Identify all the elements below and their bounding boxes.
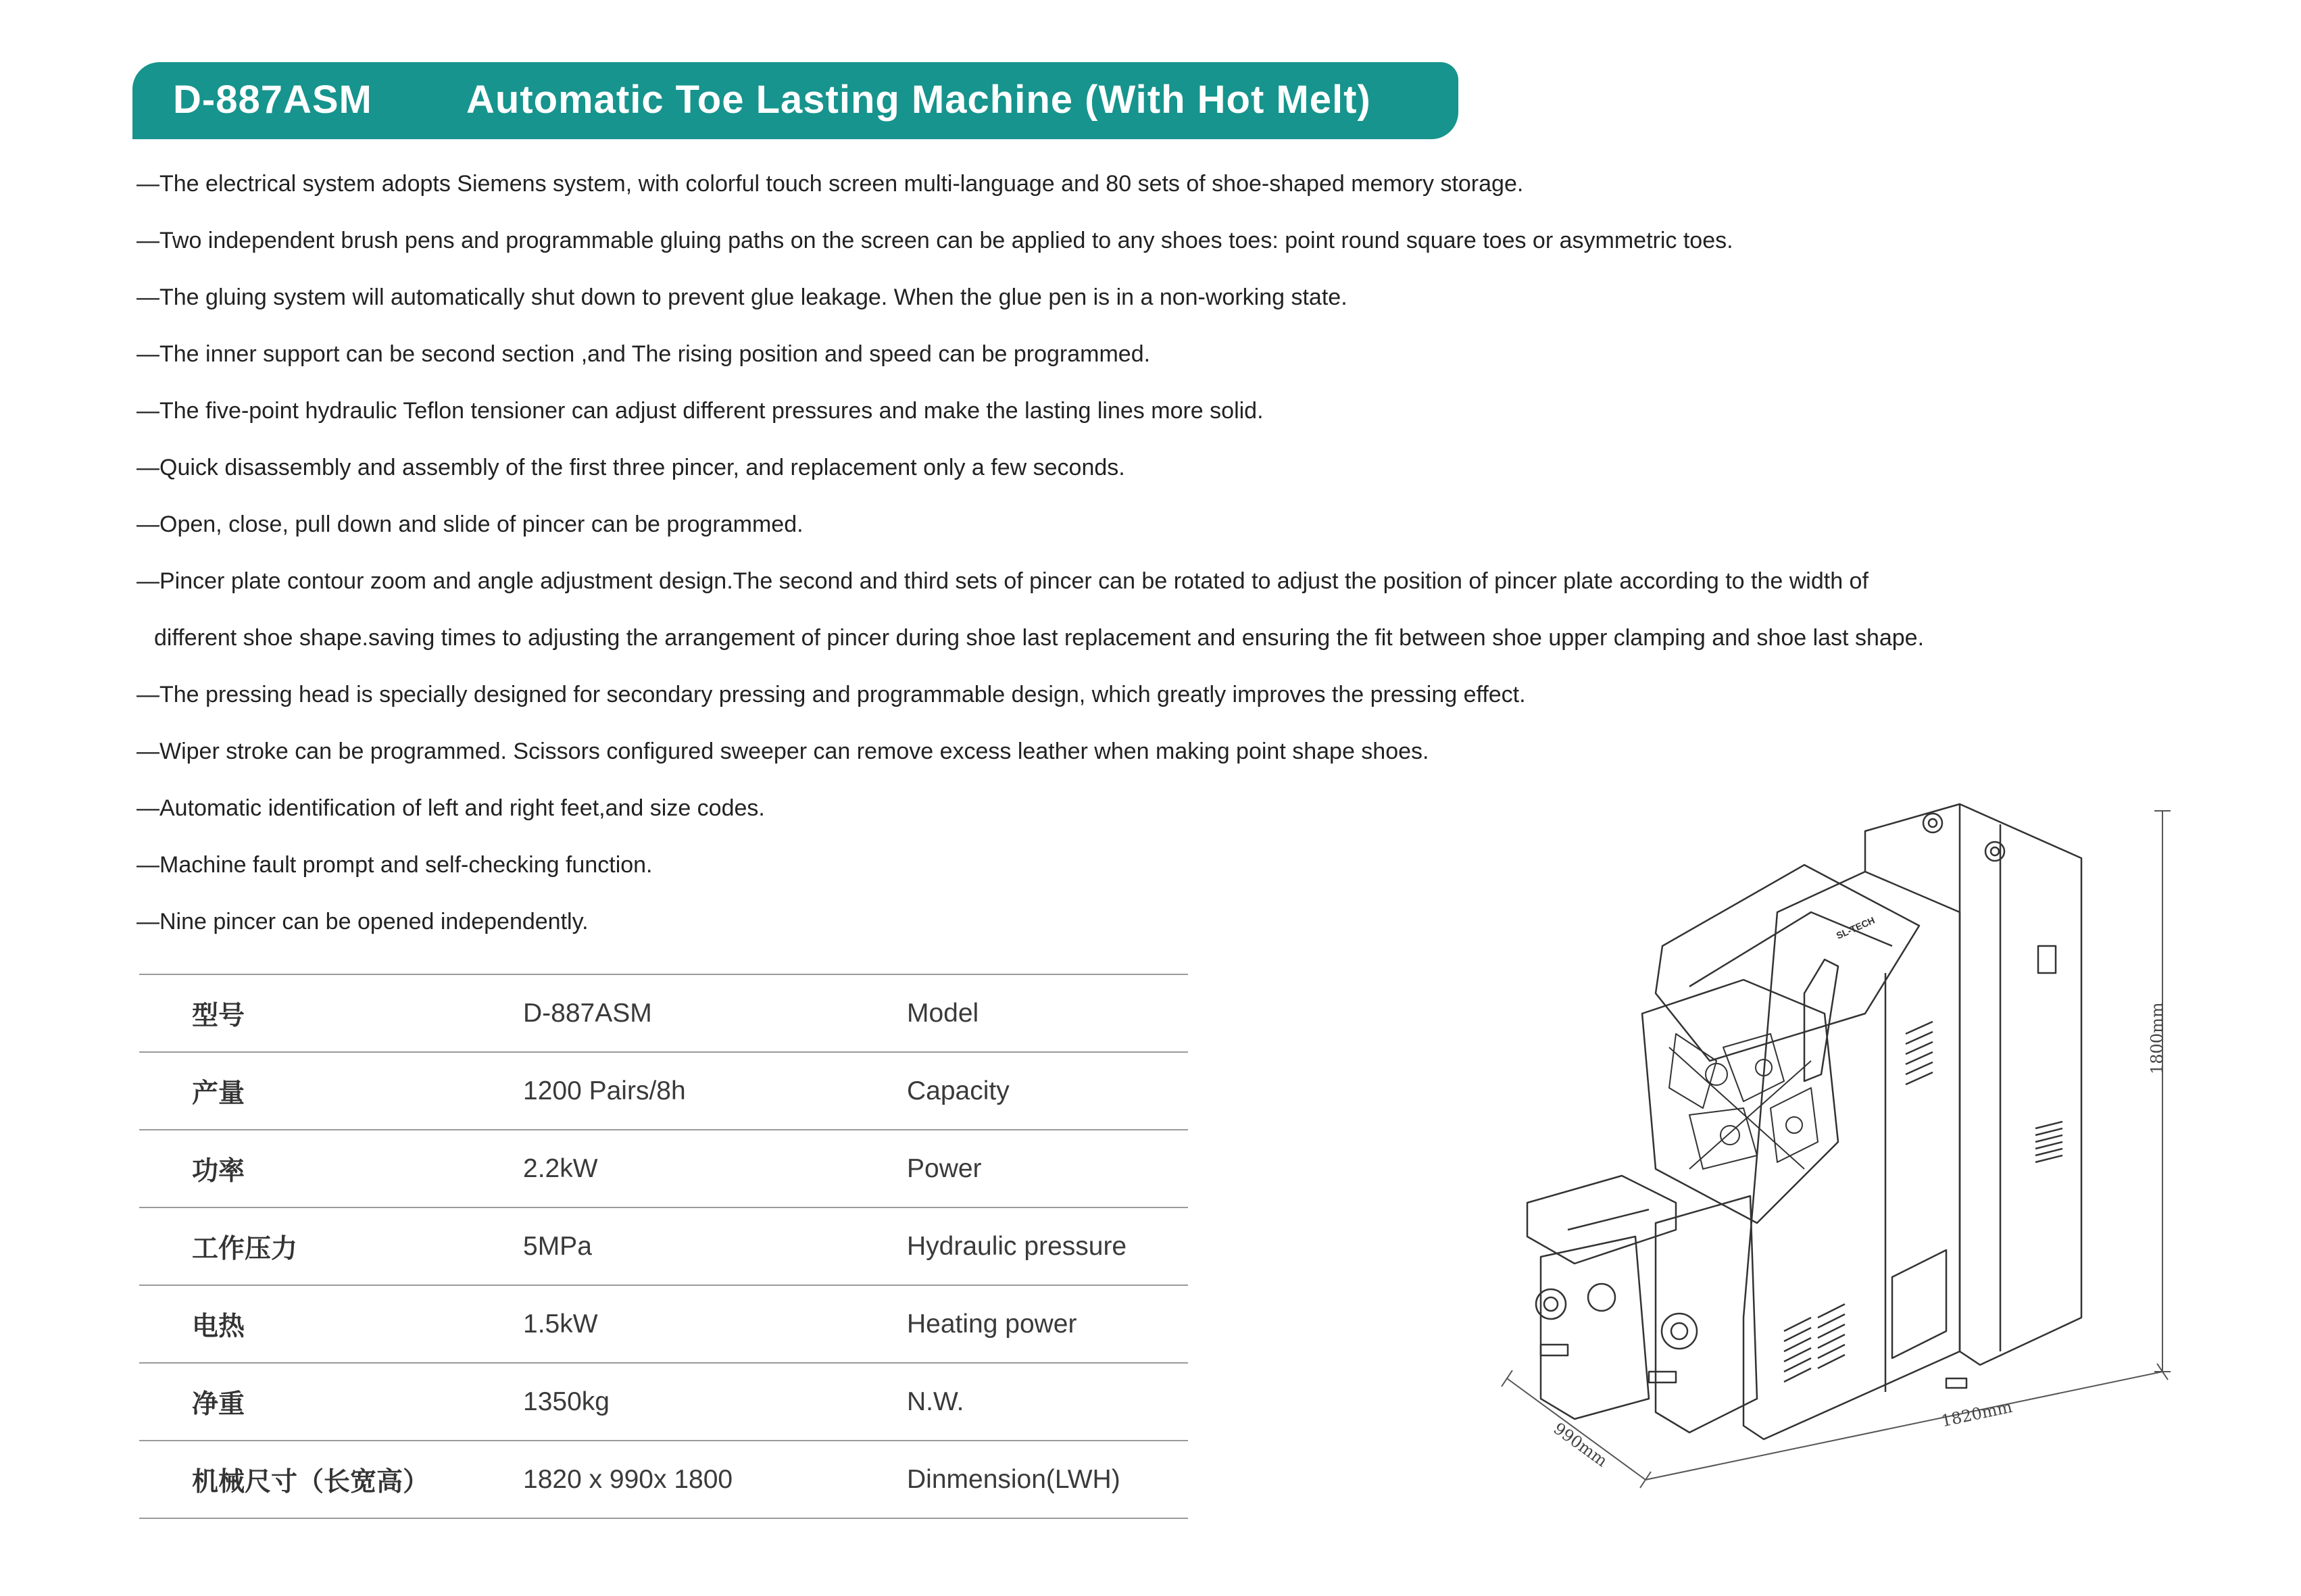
hood-outline <box>1656 865 1919 1061</box>
feature-text: The electrical system adopts Siemens system, with colorful touch screen multi-language and 80 sets of shoe-shaped memory storage. <box>159 171 1524 197</box>
spec-label-cn: 电热 <box>139 1285 523 1363</box>
feature-text: Automatic identification of left and right feet,and size codes. <box>159 795 765 821</box>
feature-item <box>137 382 2029 439</box>
feature-item <box>137 326 2029 382</box>
cabinet-outline <box>1960 804 2081 1365</box>
cabinet-vent <box>2035 1122 2062 1162</box>
feature-text: Nine pincer can be opened independently. <box>159 909 589 934</box>
spec-row <box>139 1441 1188 1518</box>
spec-label-cn: 功率 <box>139 1130 523 1207</box>
spec-value: 1.5kW <box>523 1285 907 1363</box>
spec-row <box>139 1207 1188 1285</box>
feature-dash: — <box>137 568 159 594</box>
feature-item <box>137 553 2029 609</box>
feature-text: Open, close, pull down and slide of pincer can be programmed. <box>159 512 803 537</box>
product-name: Automatic Toe Lasting Machine (With Hot Melt) <box>466 78 1371 122</box>
feature-item <box>137 212 2029 269</box>
spec-label-en: Heating power <box>907 1285 1188 1363</box>
spec-label-en: Capacity <box>907 1052 1188 1130</box>
feature-dash: — <box>137 682 159 707</box>
front-tray <box>1527 1176 1676 1264</box>
cabinet-fan-2 <box>1985 842 2004 861</box>
feature-item <box>137 269 2029 326</box>
feature-dash: — <box>137 284 159 310</box>
front-tray-lip <box>1568 1210 1649 1230</box>
feature-text: Quick disassembly and assembly of the first three pincer, and replacement only a few seconds. <box>159 455 1125 480</box>
spec-row <box>139 1285 1188 1363</box>
feature-item <box>137 496 2029 553</box>
spec-label-en: Model <box>907 974 1188 1052</box>
spec-label-cn: 工作压力 <box>139 1207 523 1285</box>
feature-text: The pressing head is specially designed for secondary pressing and programmable design, which greatly improves the pressing effect. <box>159 682 1526 707</box>
length-dim-line <box>1646 1372 2162 1480</box>
feature-item <box>137 439 2029 496</box>
spec-table <box>139 974 1188 1519</box>
feature-text: Machine fault prompt and self-checking function. <box>159 852 653 878</box>
feature-dash: — <box>137 909 159 934</box>
cabinet-switch <box>2038 946 2056 973</box>
spec-value: D-887ASM <box>523 974 907 1052</box>
feature-dash: — <box>137 171 159 197</box>
spec-row <box>139 974 1188 1052</box>
spec-label-en: Hydraulic pressure <box>907 1207 1188 1285</box>
left-motor <box>1588 1284 1615 1311</box>
machine-diagram <box>1487 791 2203 1493</box>
spec-value: 1350kg <box>523 1363 907 1441</box>
feature-item <box>137 155 2029 212</box>
spec-label-cn: 型号 <box>139 974 523 1052</box>
feature-dash: — <box>137 455 159 480</box>
foot <box>1649 1372 1676 1382</box>
feature-text: Wiper stroke can be programmed. Scissors configured sweeper can remove excess leather when making point shape shoes. <box>159 739 1429 764</box>
right-wheel <box>1662 1314 1697 1349</box>
foot <box>1541 1345 1568 1355</box>
feature-text: The inner support can be second section ,and The rising position and speed can be programmed. <box>159 341 1151 367</box>
left-wheel-hub <box>1544 1297 1558 1311</box>
body-vents-right <box>1906 1022 1933 1084</box>
spec-value: 1200 Pairs/8h <box>523 1052 907 1130</box>
height-label: 1800mm <box>2148 1002 2167 1074</box>
feature-dash: — <box>137 795 159 821</box>
body-vents-left <box>1784 1304 1845 1382</box>
spec-row <box>139 1363 1188 1441</box>
feature-dash: — <box>137 739 159 764</box>
spec-value: 1820 x 990x 1800 <box>523 1441 907 1518</box>
machine-drawing <box>1487 791 2203 1493</box>
width-dim-line <box>1507 1378 1646 1480</box>
head-frame <box>1642 980 1838 1223</box>
foot <box>1946 1378 1966 1388</box>
cabinet-top-edge <box>1865 804 1960 872</box>
feature-item-continuation <box>137 609 2029 666</box>
cabinet-fan-1-hub <box>1929 819 1937 827</box>
feature-dash: — <box>137 512 159 537</box>
feature-dash: — <box>137 341 159 367</box>
left-pedestal <box>1541 1237 1649 1419</box>
spec-label-cn: 净重 <box>139 1363 523 1441</box>
feature-dash: — <box>137 852 159 878</box>
title-banner <box>132 62 1458 139</box>
model-number: D-887ASM <box>173 78 372 122</box>
spec-label-cn: 机械尺寸（长宽高） <box>139 1441 523 1518</box>
cabinet-fan-2-hub <box>1991 847 1999 855</box>
feature-text: The five-point hydraulic Teflon tensioner can adjust different pressures and make the lasting lines more solid. <box>159 398 1264 424</box>
feature-item <box>137 666 2029 723</box>
feature-item <box>137 723 2029 780</box>
body-door <box>1892 1250 1946 1358</box>
feature-dash: — <box>137 228 159 253</box>
spec-label-cn: 产量 <box>139 1052 523 1130</box>
brand-label: SL-TECH <box>1834 914 1877 941</box>
feature-text: different shoe shape.saving times to adjusting the arrangement of pincer during shoe last replacement and ensuring the fit between shoe upper clamping and shoe last shape. <box>154 625 1925 651</box>
feature-text: Two independent brush pens and programmable gluing paths on the screen can be applied to any shoes toes: point round square toes or asymmetric toes. <box>159 228 1733 253</box>
spec-label-en: Dinmension(LWH) <box>907 1441 1188 1518</box>
feature-text: The gluing system will automatically shut down to prevent glue leakage. When the glue pen is in a non-working state. <box>159 284 1347 310</box>
length-label: 1820mm <box>1939 1397 2014 1431</box>
width-dim-tick-a <box>1502 1370 1512 1387</box>
spec-value: 2.2kW <box>523 1130 907 1207</box>
cabinet-fan-1 <box>1923 814 1942 832</box>
spec-value: 5MPa <box>523 1207 907 1285</box>
pincer-mechanism <box>1669 1034 1818 1169</box>
right-wheel-hub <box>1671 1323 1687 1339</box>
spec-row <box>139 1130 1188 1207</box>
width-label: 990mm <box>1550 1419 1611 1471</box>
feature-text: Pincer plate contour zoom and angle adjustment design.The second and third sets of pincer can be rotated to adjust the position of pincer plate according to the width of <box>159 568 1869 594</box>
spec-label-en: Power <box>907 1130 1188 1207</box>
spec-row <box>139 1052 1188 1130</box>
spec-label-en: N.W. <box>907 1363 1188 1441</box>
feature-dash: — <box>137 398 159 424</box>
